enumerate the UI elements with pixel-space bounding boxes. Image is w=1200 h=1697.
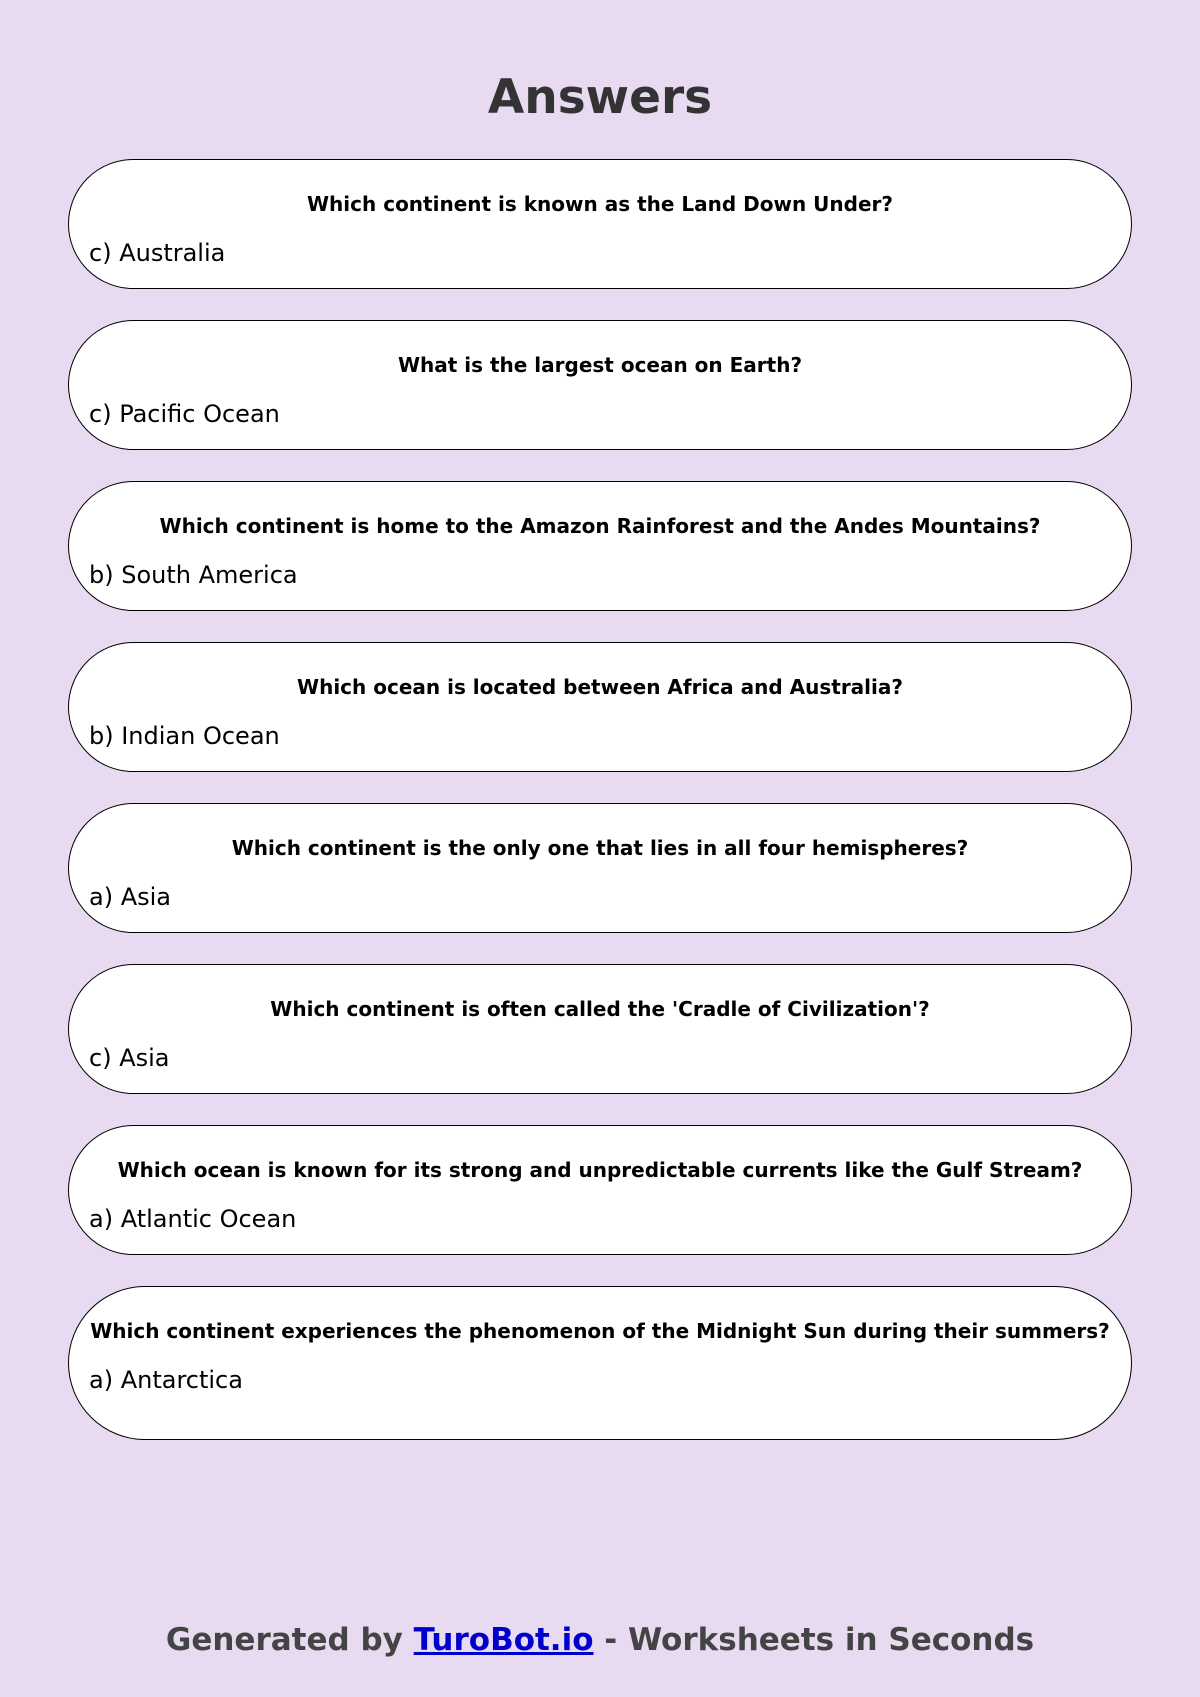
question-text: Which continent is often called the 'Cradle of Civilization'? (270, 997, 930, 1021)
page-title: Answers (487, 70, 713, 125)
answer-text: c) Australia (89, 239, 226, 267)
question-text: What is the largest ocean on Earth? (397, 353, 803, 377)
question-text: Which continent is known as the Land Down Under? (307, 192, 893, 216)
answer-card (68, 320, 1132, 450)
answer-text: b) Indian Ocean (89, 722, 280, 750)
answer-text: a) Asia (89, 883, 171, 911)
answer-list (68, 159, 1132, 1471)
answer-card (68, 1125, 1132, 1255)
answer-text: a) Atlantic Ocean (89, 1205, 297, 1233)
question-text: Which continent is home to the Amazon Rainforest and the Andes Mountains? (159, 514, 1041, 538)
question-text: Which ocean is known for its strong and unpredictable currents like the Gulf Stream? (117, 1158, 1083, 1182)
answer-card (68, 964, 1132, 1094)
footer-suffix: - Worksheets in Seconds (593, 1622, 1035, 1658)
question-text: Which ocean is located between Africa and Australia? (297, 675, 903, 699)
footer (0, 1620, 1200, 1660)
answer-card (68, 1286, 1132, 1440)
question-text: Which continent experiences the phenomenon of the Midnight Sun during their summers? (90, 1319, 1110, 1343)
answer-text: a) Antarctica (89, 1366, 243, 1394)
answer-text: b) South America (89, 561, 298, 589)
answer-card (68, 481, 1132, 611)
question-text: Which continent is the only one that lies in all four hemispheres? (231, 836, 969, 860)
answer-text: c) Pacific Ocean (89, 400, 280, 428)
answer-card (68, 642, 1132, 772)
answer-card (68, 803, 1132, 933)
footer-prefix: Generated by (165, 1622, 414, 1658)
turobot-link[interactable]: TuroBot.io (413, 1622, 594, 1658)
answer-text: c) Asia (89, 1044, 170, 1072)
answer-card (68, 159, 1132, 289)
